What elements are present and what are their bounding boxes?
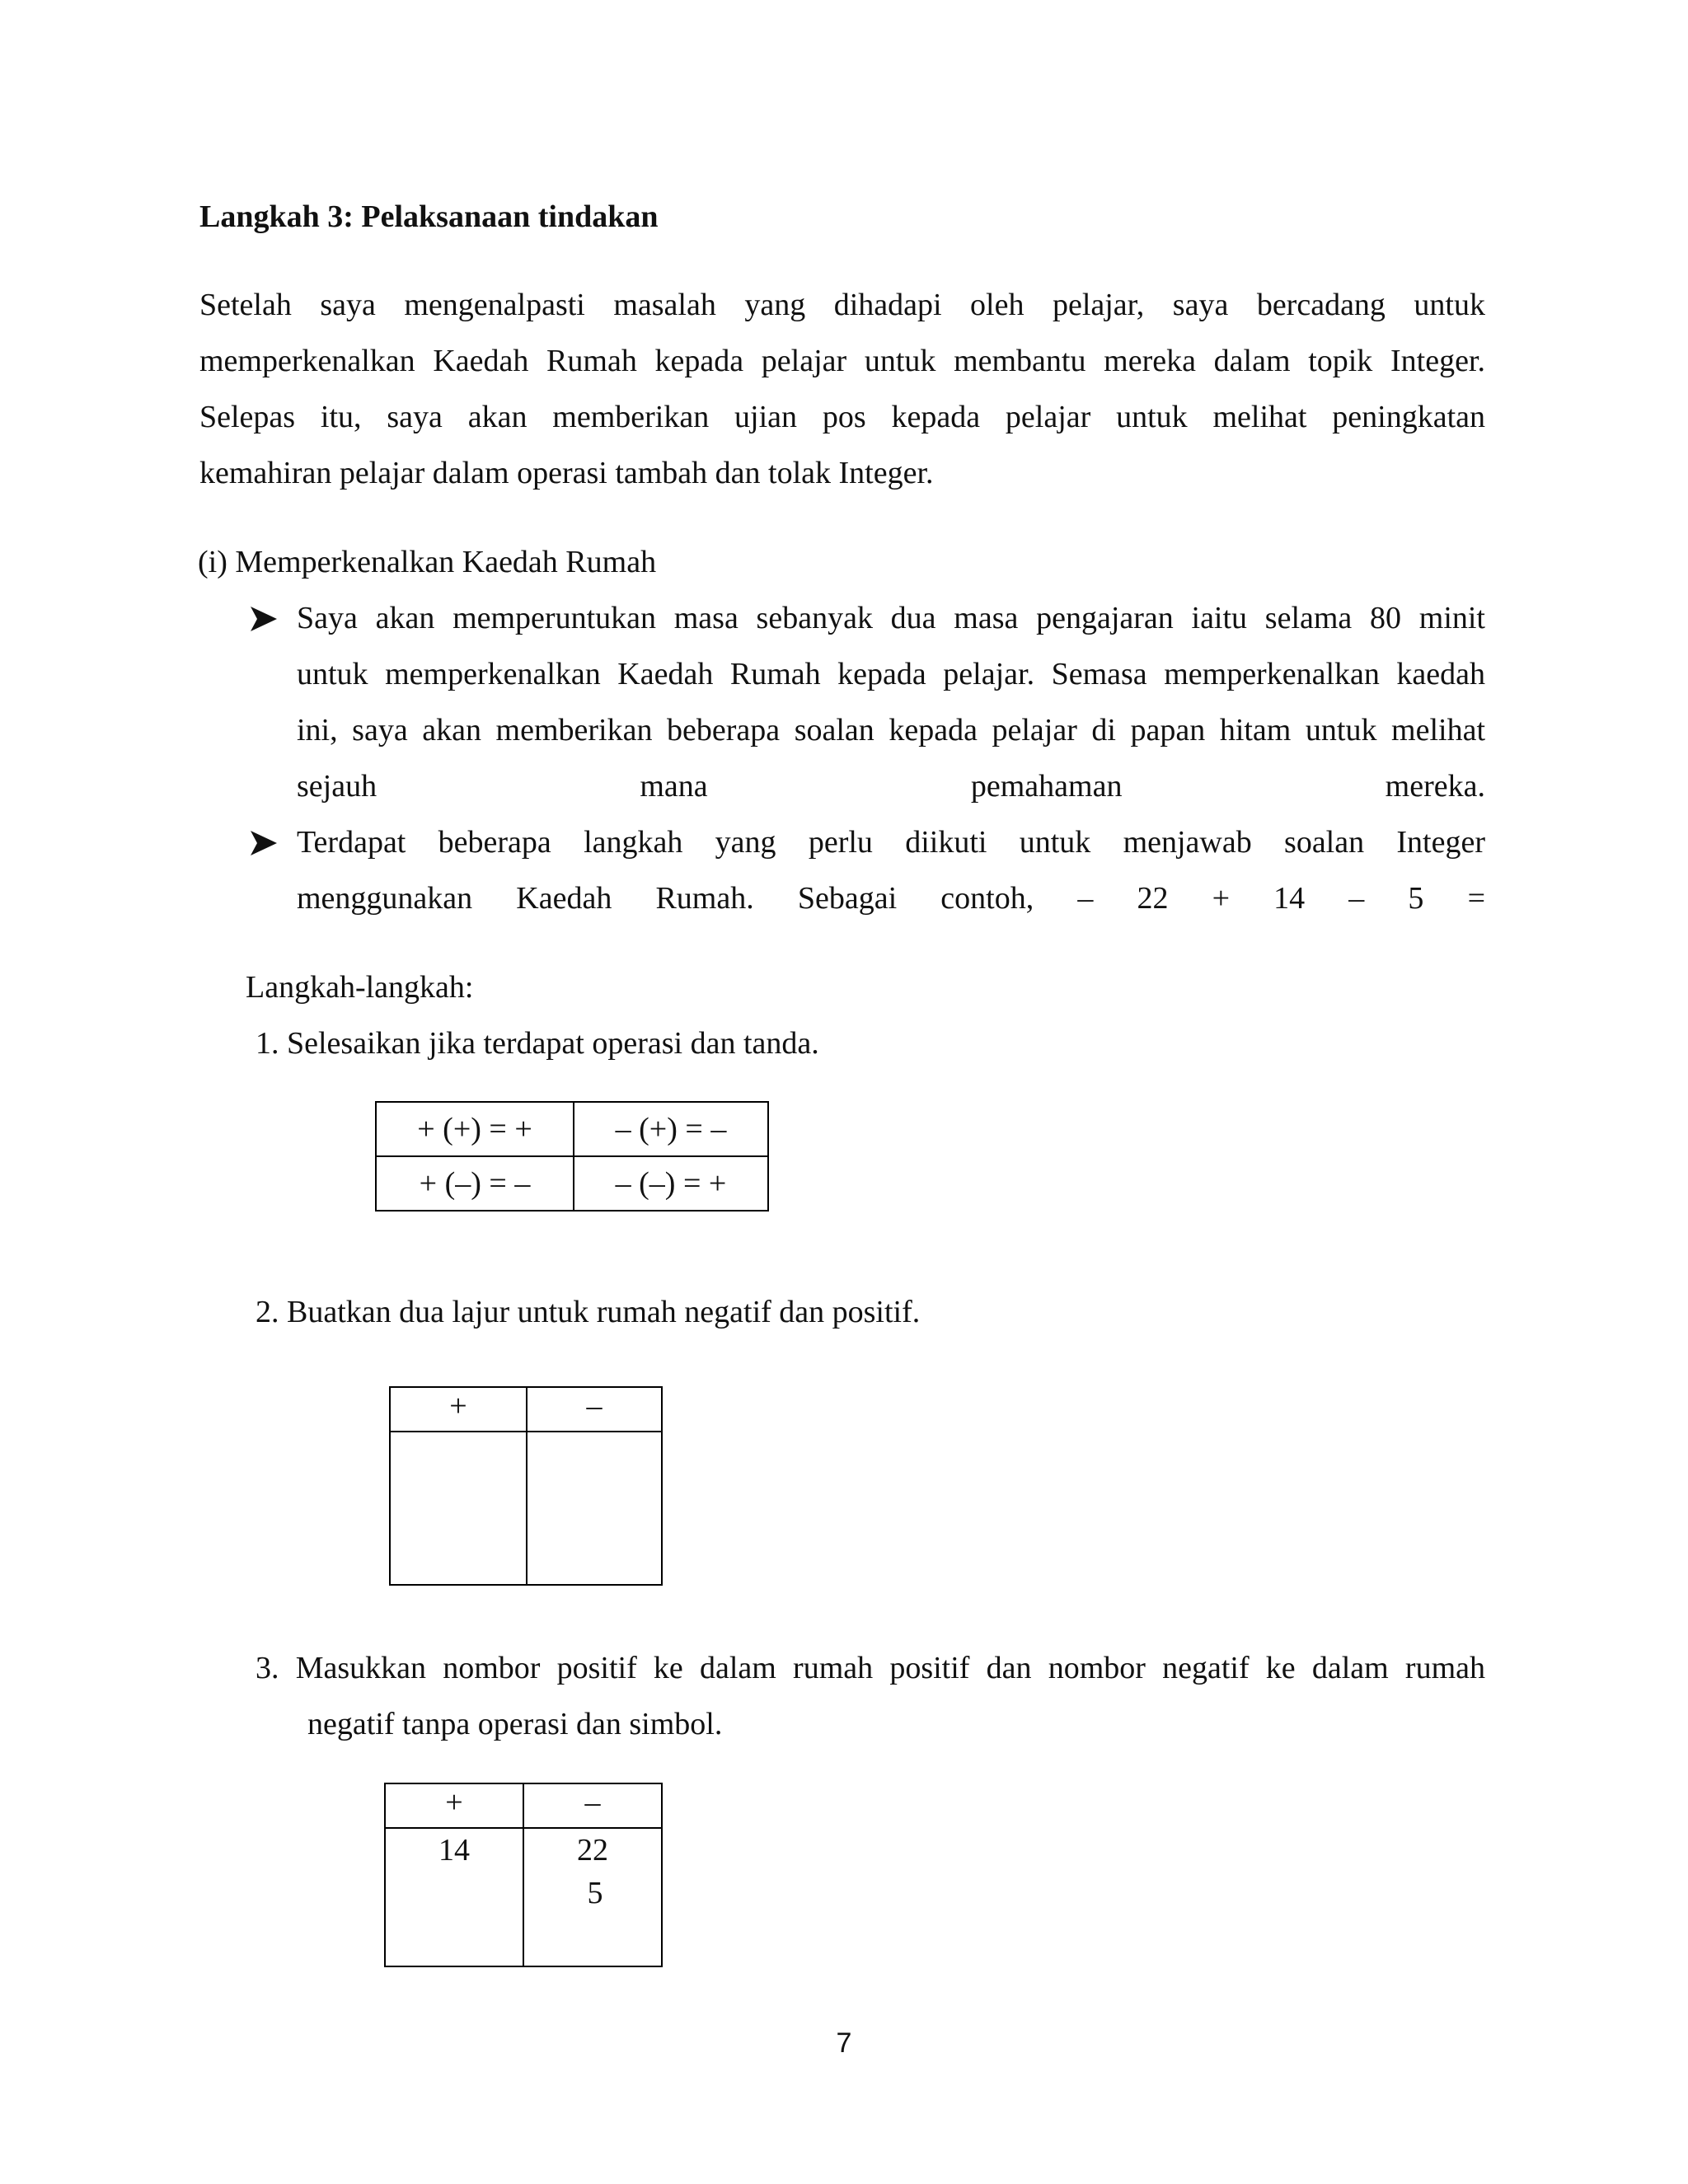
intro-line-1: Setelah saya mengenalpasti masalah yang dihadapi oleh pelajar, saya bercadang untuk <box>199 288 1485 322</box>
arrow-bullet-icon <box>247 828 280 858</box>
page-number: 7 <box>836 2027 852 2059</box>
negative-number: 22 <box>577 1833 608 1868</box>
negative-house-cell <box>523 1828 662 1966</box>
intro-line-4: kemahiran pelajar dalam operasi tambah dan tolak Integer. <box>199 456 934 490</box>
sign-rules-table <box>375 1101 769 1212</box>
step-1: 1. Selesaikan jika terdapat operasi dan tanda. <box>256 1026 819 1061</box>
sign-rule-cell: + (–) = – <box>376 1156 574 1211</box>
step-2: 2. Buatkan dua lajur untuk rumah negatif dan positif. <box>256 1295 921 1329</box>
section-heading: Langkah 3: Pelaksanaan tindakan <box>199 199 659 234</box>
negative-house-cell <box>527 1432 662 1585</box>
sign-rule-cell: – (–) = + <box>574 1156 768 1211</box>
bullet1-line-1: Saya akan memperuntukan masa sebanyak dua masa pengajaran iaitu selama 80 minit <box>297 601 1485 635</box>
bullet1-line-3: ini, saya akan memberikan beberapa soalan kepada pelajar di papan hitam untuk melihat <box>297 713 1485 748</box>
filled-house-table <box>384 1783 663 1967</box>
positive-number: 14 <box>438 1833 470 1868</box>
sign-rule-cell: + (+) = + <box>376 1102 574 1156</box>
negative-house-header: – <box>527 1387 662 1432</box>
step-3-line-2: negatif tanpa operasi dan simbol. <box>307 1707 723 1741</box>
arrow-bullet-icon <box>247 604 280 634</box>
negative-number: 5 <box>587 1876 603 1910</box>
sign-rule-cell: – (+) = – <box>574 1102 768 1156</box>
bullet1-line-2: untuk memperkenalkan Kaedah Rumah kepada pelajar. Semasa memperkenalkan kaedah <box>297 657 1485 691</box>
positive-house-header: + <box>385 1783 523 1828</box>
bullet1-line-4: sejauh mana pemahaman mereka. <box>297 769 1485 804</box>
empty-house-table <box>389 1386 663 1586</box>
positive-house-header: + <box>390 1387 527 1432</box>
positive-house-cell <box>390 1432 527 1585</box>
intro-line-2: memperkenalkan Kaedah Rumah kepada pelajar untuk membantu mereka dalam topik Integer. <box>199 344 1485 378</box>
bullet2-line-1: Terdapat beberapa langkah yang perlu diikuti untuk menjawab soalan Integer <box>297 825 1485 860</box>
intro-line-3: Selepas itu, saya akan memberikan ujian pos kepada pelajar untuk melihat peningkatan <box>199 400 1485 434</box>
bullet2-line-2: menggunakan Kaedah Rumah. Sebagai contoh, – 22 + 14 – 5 = <box>297 881 1485 916</box>
step-3-line-1: 3. Masukkan nombor positif ke dalam rumah positif dan nombor negatif ke dalam rumah <box>256 1651 1485 1685</box>
negative-house-header: – <box>523 1783 662 1828</box>
subsection-title: (i) Memperkenalkan Kaedah Rumah <box>198 545 657 579</box>
steps-label: Langkah-langkah: <box>246 970 474 1005</box>
positive-house-cell <box>385 1828 523 1966</box>
